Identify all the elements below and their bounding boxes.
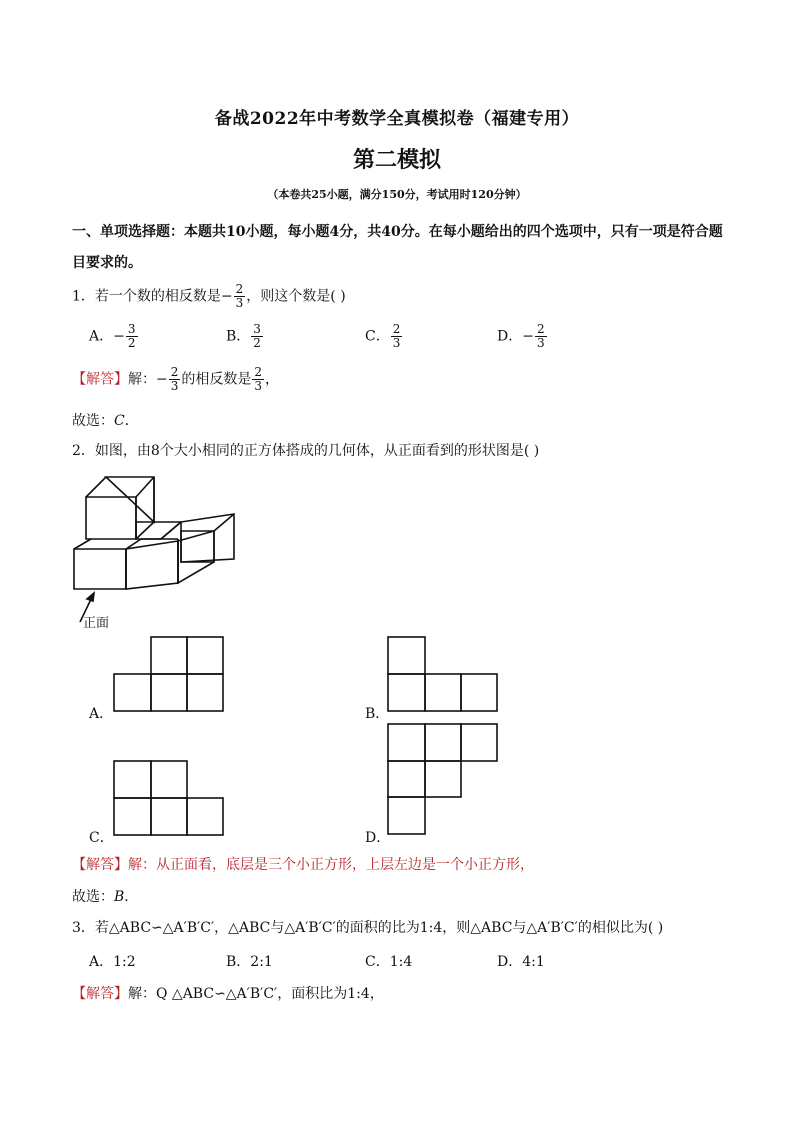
q2-option-c-label: C． bbox=[89, 830, 114, 846]
q3-answer: 【解答】解：Q △ABC∽△A′B′C′，面积比为1:4， bbox=[72, 986, 384, 1002]
cube-figure bbox=[66, 467, 246, 632]
exam-note: （本卷共25小题，满分150分，考试用时120分钟） bbox=[267, 188, 527, 201]
q1-option-d: D．− $\frac{2}{3}$ bbox=[497, 322, 545, 350]
q1-option-b: B． $\frac{3}{2}$ bbox=[226, 322, 261, 350]
q1-stem: 1．若一个数的相反数是− $\frac{2}{3}$ ，则这个数是( ) bbox=[72, 282, 346, 310]
q3-option-d: D．4:1 bbox=[497, 954, 545, 970]
q2-choice: 故选：B． bbox=[72, 889, 139, 905]
answer-tag: 【解答】 bbox=[72, 857, 128, 873]
q2-option-b-label: B． bbox=[365, 706, 390, 722]
q2-answer: 【解答】解：从正面看，底层是三个小正方形，上层左边是一个小正方形， bbox=[72, 857, 534, 873]
q2-option-a-figure bbox=[113, 636, 225, 714]
front-label: 正面 bbox=[83, 616, 110, 631]
q3-option-b: B．2:1 bbox=[226, 954, 273, 970]
section-heading: 一、单项选择题：本题共10小题，每小题4分，共40分。在每小题给出的四个选项中，只有一项是符合题目要求的。 bbox=[72, 224, 723, 271]
q2-option-c-figure bbox=[113, 760, 225, 838]
q2-option-d-label: D． bbox=[365, 830, 391, 846]
q3-stem: 3．若△ABC∽△A′B′C′，△ABC与△A′B′C′的面积的比为1:4，则△ABC与△A′B′C′的相似比为( ) bbox=[72, 920, 664, 936]
q2-option-b-figure bbox=[387, 636, 499, 714]
q1-option-c: C． $\frac{2}{3}$ bbox=[365, 322, 401, 350]
cube-back-top bbox=[106, 477, 154, 522]
paper-subtitle: 第二模拟 bbox=[352, 147, 441, 173]
cube-front-middle bbox=[126, 541, 178, 589]
q2-option-d-figure bbox=[387, 723, 499, 837]
cube-front-left bbox=[74, 549, 126, 589]
q3-option-a: A．1:2 bbox=[89, 954, 136, 970]
q1-stem-fraction: $\frac{2}{3}$ bbox=[235, 282, 244, 310]
paper-title: 备战2022年中考数学全真模拟卷（福建专用） bbox=[214, 109, 580, 129]
answer-tag: 【解答】 bbox=[72, 371, 128, 388]
q2-stem: 2．如图，由8个大小相同的正方体搭成的几何体，从正面看到的形状图是( ) bbox=[72, 443, 540, 459]
q1-option-a: A．− $\frac{3}{2}$ bbox=[89, 322, 136, 350]
q1-answer: 【解答】解：− $\frac{2}{3}$ 的相反数是 $\frac{2}{3}$ ， bbox=[72, 365, 280, 393]
cube-top bbox=[86, 497, 136, 539]
q2-option-a-label: A． bbox=[89, 706, 114, 722]
q1-choice: 故选：C． bbox=[72, 413, 139, 429]
q3-option-c: C．1:4 bbox=[365, 954, 413, 970]
answer-tag: 【解答】 bbox=[72, 986, 128, 1002]
